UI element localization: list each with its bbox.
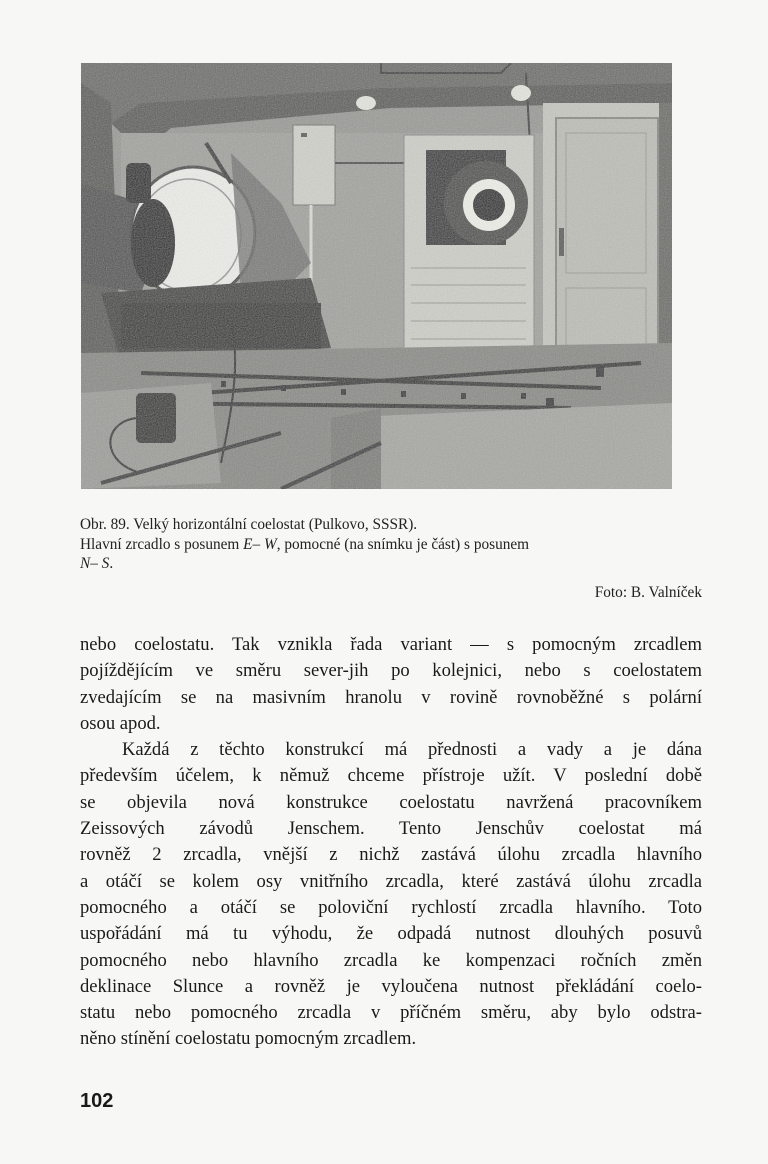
text-line: deklinace Slunce a rovněž je vyloučena nutnost překládání coelo- — [80, 975, 702, 997]
caption-direction-ns: N– S — [80, 555, 110, 572]
text-line: pomocného nebo hlavního zrcadla ke kompenzaci ročních změn — [80, 949, 702, 971]
paragraph-2 — [80, 737, 702, 1053]
text-line: statu nebo pomocného zrcadla v příčném směru, aby bylo odstra- — [80, 1002, 702, 1024]
text-line: Každá z těchto konstrukcí má přednosti a vady a je dána — [122, 739, 702, 761]
caption-text: Hlavní zrcadlo s posunem — [80, 535, 244, 553]
text-line: osou apod. — [80, 712, 161, 734]
text-line: nebo coelostatu. Tak vznikla řada variant — s pomocným zrcadlem — [80, 634, 702, 655]
text-line: zvedajícím se na masivním hranolu v rovině rovnoběžné s polární — [80, 686, 702, 708]
text-line: rovněž 2 zrcadla, vnější z nichž zastává úlohu zrcadla hlavního — [80, 844, 702, 866]
text-line: uspořádání má tu výhodu, že odpadá nutnost dlouhých posuvů — [80, 923, 702, 945]
figure-photo — [81, 63, 672, 489]
figure-title: Velký horizontální coelostat (Pulkovo, SSSR). — [133, 516, 418, 533]
text-line: pojíždějícím ve směru sever-jih po kolejnici, nebo s coelostatem — [80, 660, 702, 682]
figure-number: Obr. 89. — [80, 516, 130, 533]
caption-description — [80, 535, 702, 574]
caption-text: , pomocné (na snímku je část) s posunem — [276, 535, 530, 553]
text-line: pomocného a otáčí se poloviční rychlostí zrcadla hlavního. Toto — [80, 896, 702, 918]
figure-caption — [80, 515, 702, 574]
caption-title-line — [80, 515, 702, 535]
text-line: především účelem, k němuž chceme přístroje užít. V poslední době — [80, 765, 702, 787]
body-text — [80, 632, 702, 1053]
photo-credit: Foto: B. Valníček — [594, 584, 702, 601]
page-number: 102 — [80, 1090, 114, 1112]
paragraph-1 — [80, 632, 702, 737]
caption-direction-ew: E– W — [243, 535, 277, 553]
caption-text: . — [109, 555, 114, 572]
text-line: se objevila nová konstrukce coelostatu navržená pracovníkem — [80, 791, 702, 813]
coelostat-photo-illustration — [81, 63, 672, 489]
text-line: Zeissových závodů Jenschem. Tento Jenschův coelostat má — [80, 818, 702, 840]
text-line: něno stínění coelostatu pomocným zrcadlem. — [80, 1028, 417, 1050]
text-line: a otáčí se kolem osy vnitřního zrcadla, které zastává úlohu zrcadla — [80, 870, 702, 892]
